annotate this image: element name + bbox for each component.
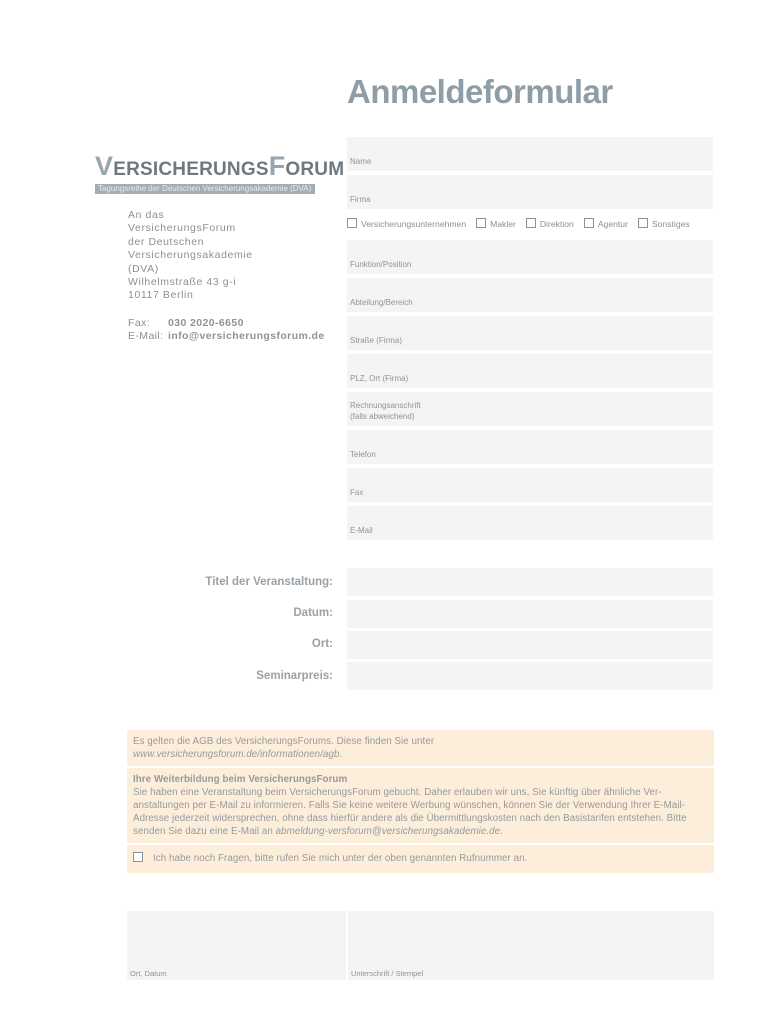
- fax-field-label: Fax: [350, 488, 364, 497]
- strasse-label: Straße (Firma): [350, 336, 402, 345]
- logo-tagline: Tagungsreihe der Deutschen Versicherungsakademie (DVA): [95, 184, 315, 194]
- telefon-field[interactable]: [347, 430, 713, 464]
- company-type-options: [347, 218, 717, 232]
- address-line: 10117 Berlin: [128, 289, 194, 302]
- form-title: Anmeldeformular: [347, 73, 613, 110]
- checkbox[interactable]: [584, 218, 594, 228]
- rechnungsanschrift-label: Rechnungsanschrift (falls abweichend): [350, 401, 421, 421]
- address-line: An das: [128, 209, 165, 221]
- address-line: (DVA): [128, 262, 159, 275]
- address-line: Versicherungsakademie: [128, 249, 253, 262]
- event-date-label: Datum:: [293, 607, 333, 619]
- firma-field[interactable]: [347, 175, 713, 209]
- event-title-field[interactable]: [347, 568, 713, 596]
- fax-label: Fax:: [128, 317, 151, 329]
- checkbox[interactable]: [476, 218, 486, 228]
- rechnungsanschrift-field[interactable]: [347, 392, 713, 426]
- agb-link[interactable]: www.versicherungsforum.de/informationen/agb: [133, 749, 340, 760]
- logo-wordmark: [95, 151, 345, 183]
- terms-info-box: [127, 730, 714, 873]
- callback-checkbox[interactable]: [133, 852, 143, 862]
- weiterbildung-section: Ihre Weiterbildung beim VersicherungsForum Sie haben eine Veranstaltung beim VersicherungsForum gebucht. Daher erlauben wir uns, Sie künftig über ähnliche Ver-anstaltungen per E-Mail zu informieren. Falls Sie keine weitere Werbung wünschen, können Sie der Verwendung Ihrer E-Mail-Adresse jederzeit widersprechen, ohne dass hierfür andere als die Übermittlungskosten nach den Basistarifen entstehen. Bitte senden Sie dazu eine E-Mail an abmeldung-versforum@versicherungsakademie.de.: [127, 766, 714, 843]
- address-line: Wilhelmstraße 43 g-i: [128, 276, 237, 289]
- funktion-label: Funktion/Position: [350, 260, 412, 269]
- contact-info: [128, 317, 325, 344]
- event-place-label: Ort:: [311, 638, 333, 650]
- event-date-field[interactable]: [347, 600, 713, 628]
- firma-label: Firma: [350, 195, 371, 204]
- strasse-field[interactable]: [347, 316, 713, 350]
- abmeldung-email[interactable]: abmeldung-versforum@versicherungsakademie.de: [275, 826, 501, 837]
- email-field[interactable]: [347, 506, 713, 540]
- event-place-field[interactable]: [347, 631, 713, 659]
- checkbox[interactable]: [347, 218, 357, 228]
- event-title-label: Titel der Veranstaltung:: [205, 576, 333, 588]
- type-sonstiges[interactable]: Sonstiges: [638, 218, 690, 229]
- funktion-field[interactable]: [347, 240, 713, 274]
- email-label: E-Mail:: [128, 330, 164, 343]
- checkbox[interactable]: [638, 218, 648, 228]
- name-label: Name: [350, 157, 372, 166]
- checkbox[interactable]: [526, 218, 536, 228]
- weiterbildung-title: Ihre Weiterbildung beim VersicherungsForum: [133, 774, 348, 785]
- logo-letter-f: F: [268, 151, 286, 181]
- versicherungsforum-logo: [95, 151, 345, 194]
- abteilung-label: Abteilung/Bereich: [350, 298, 413, 307]
- callback-text: Ich habe noch Fragen, bitte rufen Sie mich unter der oben genannten Rufnummer an.: [153, 853, 528, 864]
- agb-section: Es gelten die AGB des VersicherungsForums. Diese finden Sie unter www.versicherungsforum.de/informationen/agb.: [127, 730, 714, 766]
- address-line: der Deutschen: [128, 235, 205, 248]
- type-agentur[interactable]: Agentur: [584, 218, 628, 229]
- type-makler[interactable]: Makler: [476, 218, 516, 229]
- fax-number: 030 2020-6650: [168, 317, 244, 329]
- type-versicherungsunternehmen[interactable]: Versicherungsunternehmen: [347, 218, 466, 229]
- telefon-label: Telefon: [350, 450, 376, 459]
- abteilung-field[interactable]: [347, 278, 713, 312]
- agb-text: Es gelten die AGB des VersicherungsForums. Diese finden Sie unter: [133, 736, 435, 747]
- recipient-address: [128, 209, 253, 303]
- ort-datum-label: Ort, Datum: [130, 969, 167, 978]
- event-price-label: Seminarpreis:: [256, 670, 333, 682]
- email-address[interactable]: info@versicherungsforum.de: [168, 330, 325, 343]
- type-direktion[interactable]: Direktion: [526, 218, 574, 229]
- address-line: VersicherungsForum: [128, 222, 236, 235]
- ort-datum-field[interactable]: [127, 911, 346, 980]
- weiterbildung-text: Sie haben eine Veranstaltung beim VersicherungsForum gebucht. Daher erlauben wir uns, Sie künftig über ähnliche Ver-anstaltungen per E-Mail zu informieren. Falls Sie keine weitere Werbung wünschen, können Sie der Verwendung Ihrer E-Mail-Adresse jederzeit widersprechen, ohne dass hierfür andere als die Übermittlungskosten nach den Basistarifen entstehen. Bitte senden Sie dazu eine E-Mail an: [133, 787, 687, 837]
- email-field-label: E-Mail: [350, 526, 373, 535]
- logo-letter-v: V: [95, 151, 114, 181]
- logo-part1: ERSICHERUNGS: [113, 159, 269, 180]
- fax-field[interactable]: [347, 468, 713, 502]
- logo-part2: ORUM: [285, 159, 345, 180]
- callback-option[interactable]: [127, 843, 714, 873]
- plz-ort-label: PLZ, Ort (Firma): [350, 374, 409, 383]
- plz-ort-field[interactable]: [347, 354, 713, 388]
- event-price-field[interactable]: [347, 662, 713, 690]
- unterschrift-field[interactable]: [348, 911, 714, 980]
- unterschrift-label: Unterschrift / Stempel: [351, 969, 424, 978]
- name-field[interactable]: [347, 137, 713, 171]
